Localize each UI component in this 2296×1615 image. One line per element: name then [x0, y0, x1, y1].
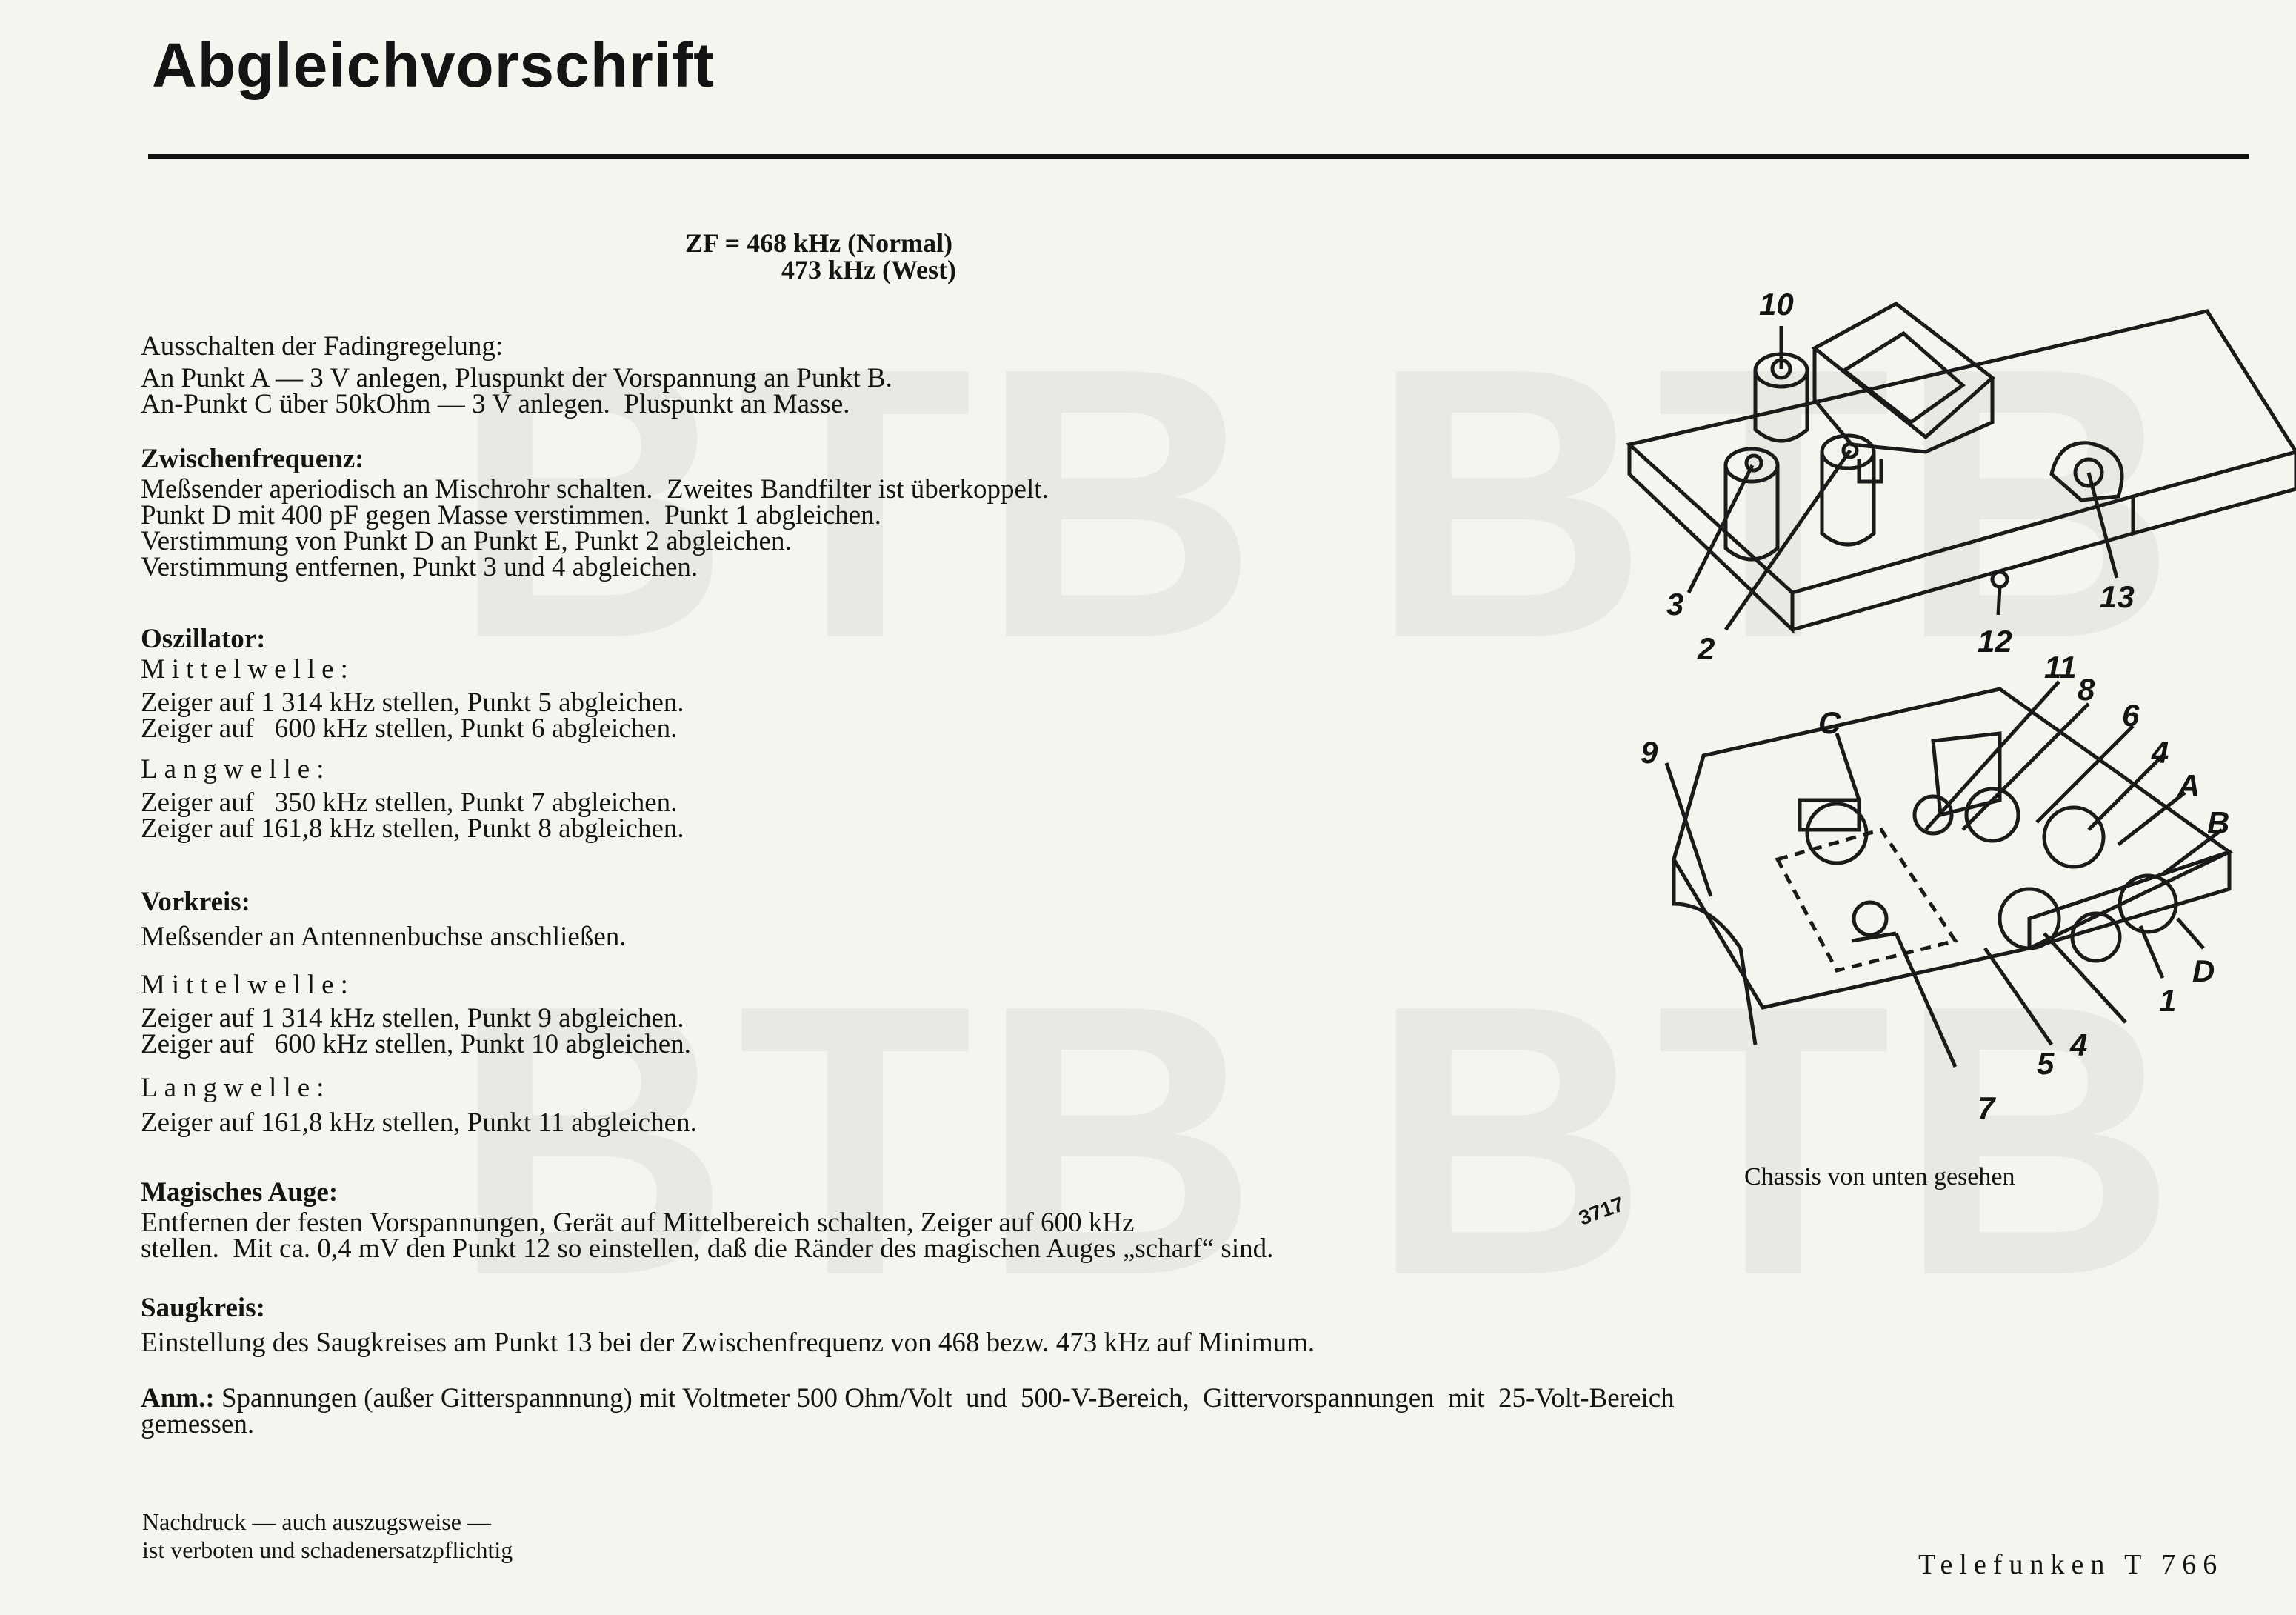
diagram-label: 11 [2044, 650, 2077, 685]
text-line: Verstimmung von Punkt D an Punkt E, Punkt 2 abgleichen. [141, 526, 792, 556]
anm-label: Anm.: [141, 1383, 215, 1413]
diagram-label: 13 [2100, 579, 2135, 614]
diagram-label: 6 [2122, 698, 2140, 733]
text-line: gemessen. [141, 1409, 255, 1439]
section-heading: Oszillator: [141, 624, 266, 654]
text-line: Punkt D mit 400 pF gegen Masse verstimmen. Punkt 1 abgleichen. [141, 500, 881, 530]
text-line: An Punkt A — 3 V anlegen, Pluspunkt der Vorspannung an Punkt B. [141, 363, 892, 393]
diagram-label: 4 [2070, 1028, 2088, 1062]
zf-block [685, 230, 956, 283]
text-line: Entfernen der festen Vorspannungen, Gerät auf Mittelbereich schalten, Zeiger auf 600 kHz [141, 1208, 1135, 1238]
text-line: Zeiger auf 600 kHz stellen, Punkt 6 abgleichen. [141, 713, 678, 744]
diagram-label: 4 [2152, 735, 2169, 770]
diagram-label: 9 [1641, 735, 1658, 770]
text-line: Zeiger auf 350 kHz stellen, Punkt 7 abgleichen. [141, 787, 678, 818]
diagram-label: 2 [1698, 631, 1715, 666]
diagram-label: 1 [2159, 983, 2177, 1018]
band-label: Langwelle: [141, 1073, 331, 1103]
text-line: Zeiger auf 1 314 kHz stellen, Punkt 9 abgleichen. [141, 1003, 684, 1033]
text-line: Meßsender an Antennenbuchse anschließen. [141, 922, 627, 952]
diagram-code: 3717 [1575, 1192, 1627, 1230]
text-line: Zeiger auf 161,8 kHz stellen, Punkt 8 abgleichen. [141, 813, 684, 844]
section-anmerkung [141, 1385, 1675, 1437]
reprint-line-1: Nachdruck — auch auszugsweise — [142, 1508, 491, 1535]
text-line: Meßsender aperiodisch an Mischrohr schalten. Zweites Bandfilter ist überkoppelt. [141, 474, 1049, 505]
section-heading: Magisches Auge: [141, 1177, 338, 1208]
zf-line-1: ZF = 468 kHz (Normal) [685, 228, 953, 258]
diagram-caption: Chassis von unten gesehen [1744, 1163, 2015, 1191]
band-label: Mittelwelle: [141, 970, 355, 1000]
model-name: Telefunken T 766 [1918, 1549, 2224, 1580]
diagram-label: 12 [1978, 624, 2012, 659]
section-oszillator [141, 626, 684, 842]
section-saugkreis [141, 1295, 1315, 1356]
band-label: Langwelle: [141, 754, 331, 785]
reprint-line-2: ist verboten und schadenersatzpflichtig [142, 1536, 513, 1563]
bottom-chassis-drawing [1666, 682, 2229, 1067]
diagram-label: B [2207, 805, 2230, 840]
diagram-label: D [2192, 953, 2215, 988]
page-title: Abgleichvorschrift [152, 30, 715, 100]
title-rule [148, 154, 2249, 159]
band-label: Mittelwelle: [141, 654, 355, 685]
text-line: An-Punkt C über 50kOhm — 3 V anlegen. Pluspunkt an Masse. [141, 389, 850, 419]
top-unit-drawing [1629, 296, 2296, 630]
diagram-label: 3 [1666, 587, 1684, 622]
diagram-label: A [2177, 768, 2200, 803]
diagram-label: 5 [2037, 1046, 2055, 1081]
diagram-label: 7 [1978, 1090, 1995, 1125]
section-vorkreis [141, 889, 697, 1136]
section-heading: Vorkreis: [141, 887, 250, 917]
text-line: Zeiger auf 1 314 kHz stellen, Punkt 5 abgleichen. [141, 687, 684, 718]
section-zwischenfrequenz [141, 446, 1049, 580]
diagram-label: 8 [2078, 672, 2095, 707]
text-line: Spannungen (außer Gitterspannnung) mit Voltmeter 500 Ohm/Volt und 500-V-Bereich, Gittervorspannungen mit 25-Volt-Bereich [214, 1383, 1675, 1413]
text-line: Zeiger auf 161,8 kHz stellen, Punkt 11 abgleichen. [141, 1108, 697, 1138]
diagram-label: 10 [1759, 287, 1794, 322]
text-line: Zeiger auf 600 kHz stellen, Punkt 10 abgleichen. [141, 1029, 691, 1059]
section-heading: Saugkreis: [141, 1293, 265, 1323]
text-line: stellen. Mit ca. 0,4 mV den Punkt 12 so einstellen, daß die Ränder des magischen Auges „scharf“ sind. [141, 1233, 1274, 1264]
section-heading: Ausschalten der Fadingregelung: [141, 331, 504, 362]
text-line: Einstellung des Saugkreises am Punkt 13 bei der Zwischenfrequenz von 468 bezw. 473 kHz auf Minimum. [141, 1328, 1315, 1358]
diagram-label: C [1818, 705, 1841, 740]
reprint-notice [142, 1508, 513, 1564]
section-magisches-auge [141, 1179, 1273, 1262]
zf-line-2: 473 kHz (West) [781, 255, 956, 284]
text-line: Verstimmung entfernen, Punkt 3 und 4 abgleichen. [141, 552, 698, 582]
section-fading [141, 333, 892, 417]
section-heading: Zwischenfrequenz: [141, 444, 364, 474]
